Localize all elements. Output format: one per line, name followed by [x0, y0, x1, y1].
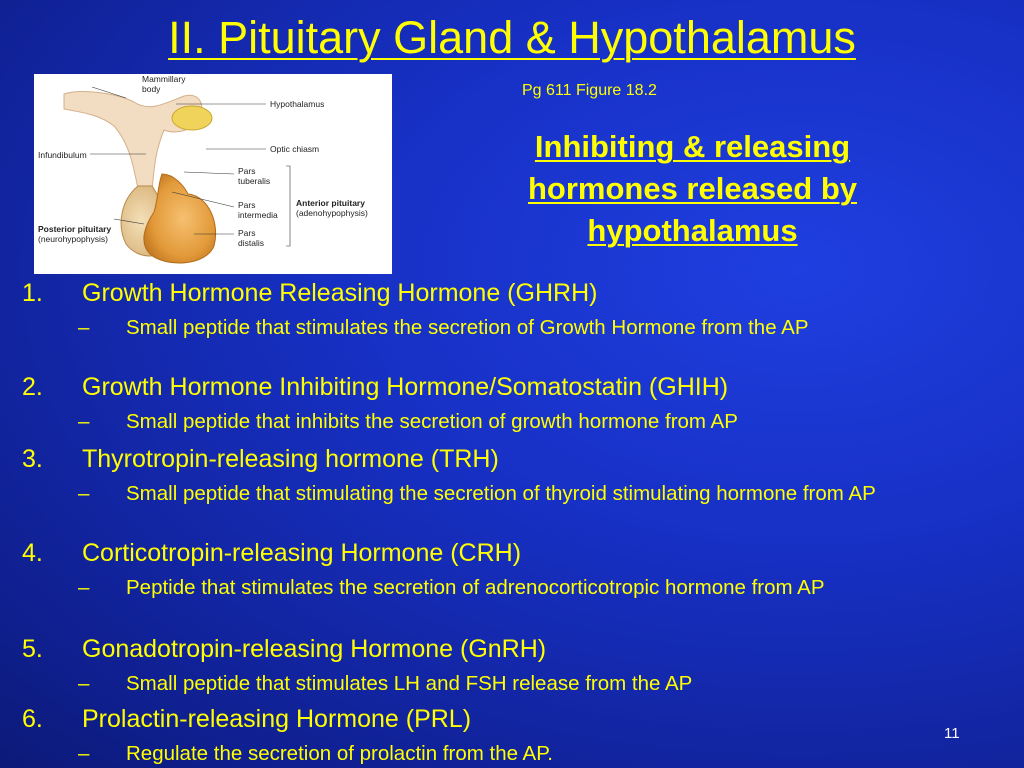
label-posterior-pituitary: Posterior pituitary (neurohypophysis)	[38, 224, 112, 244]
label-pars-distalis: Pars distalis	[238, 228, 264, 248]
figure-reference: Pg 611 Figure 18.2	[522, 82, 657, 99]
dash-bullet: –	[78, 742, 90, 765]
hormone-name: Growth Hormone Releasing Hormone (GHRH)	[82, 279, 598, 307]
hormone-description: Small peptide that stimulating the secretion of thyroid stimulating hormone from AP	[126, 482, 876, 505]
dash-bullet: –	[78, 576, 90, 599]
label-anterior-pituitary: Anterior pituitary (adenohypophysis)	[296, 198, 368, 218]
page-number: 11	[944, 725, 960, 742]
dash-bullet: –	[78, 316, 90, 339]
anterior-lobe	[144, 174, 216, 263]
slide-title: II. Pituitary Gland & Hypothalamus	[168, 12, 856, 63]
hormone-description: Peptide that stimulates the secretion of adrenocorticotropic hormone from AP	[126, 576, 825, 599]
hormone-name: Gonadotropin-releasing Hormone (GnRH)	[82, 635, 547, 663]
subtitle-line-3: hypothalamus	[587, 213, 798, 248]
optic-chiasm	[172, 106, 212, 130]
label-optic-chiasm: Optic chiasm	[270, 144, 320, 154]
label-pars-tuberalis: Pars tuberalis	[238, 166, 271, 186]
hormone-description: Regulate the secretion of prolactin from the AP.	[126, 742, 553, 765]
dash-bullet: –	[78, 410, 90, 433]
item-number: 5.	[22, 635, 43, 663]
hormone-name: Growth Hormone Inhibiting Hormone/Somatostatin (GHIH)	[82, 373, 729, 401]
item-number: 3.	[22, 445, 43, 473]
hormone-description: Small peptide that stimulates the secretion of Growth Hormone from the AP	[126, 316, 809, 339]
hormone-name: Corticotropin-releasing Hormone (CRH)	[82, 539, 522, 567]
dash-bullet: –	[78, 482, 90, 505]
label-pars-intermedia: Pars intermedia	[238, 200, 278, 220]
item-number: 4.	[22, 539, 43, 567]
label-mammillary: Mammillary body	[142, 74, 186, 94]
pituitary-figure	[34, 74, 392, 274]
label-infundibulum: Infundibulum	[38, 150, 87, 160]
hormone-description: Small peptide that stimulates LH and FSH release from the AP	[126, 672, 693, 695]
hormone-name: Prolactin-releasing Hormone (PRL)	[82, 705, 472, 733]
dash-bullet: –	[78, 672, 90, 695]
hormone-description: Small peptide that inhibits the secretion of growth hormone from AP	[126, 410, 738, 433]
hormone-name: Thyrotropin-releasing hormone (TRH)	[82, 445, 499, 473]
subtitle-line-2: hormones released by	[527, 171, 858, 206]
hypothalamus-tissue	[64, 92, 202, 189]
subtitle-line-1: Inhibiting & releasing	[534, 129, 851, 164]
item-number: 6.	[22, 705, 43, 733]
item-number: 1.	[22, 279, 43, 307]
item-number: 2.	[22, 373, 43, 401]
label-hypothalamus: Hypothalamus	[270, 99, 325, 109]
section-subtitle	[460, 126, 925, 252]
